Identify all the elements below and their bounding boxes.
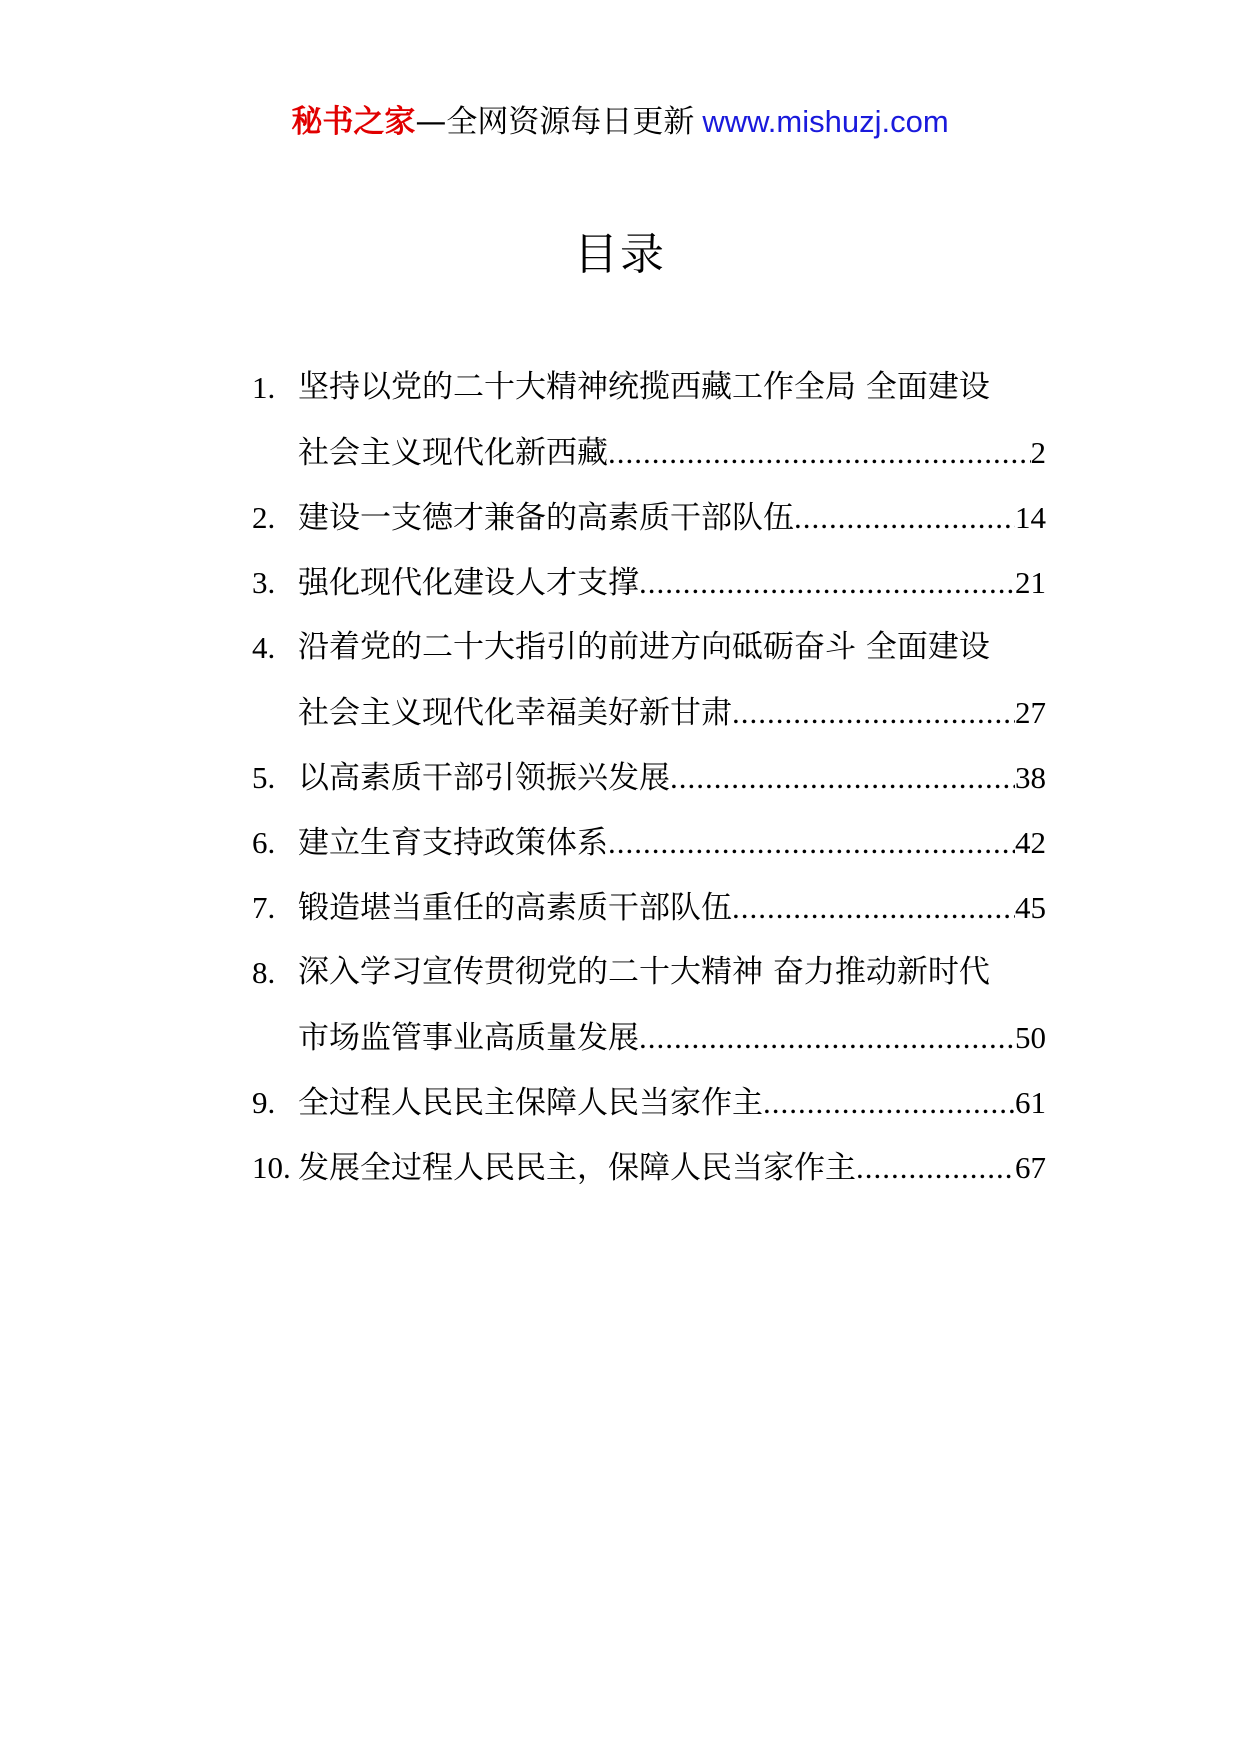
toc-leader-dots [763, 1070, 1015, 1135]
toc-entry-line [252, 1005, 1046, 1070]
toc-page-number: 14 [1015, 500, 1046, 535]
toc-leader-dots [732, 875, 1015, 940]
toc-entry-title: 全过程人民民主保障人民当家作主 [298, 1085, 763, 1121]
toc-entry-title: 锻造堪当重任的高素质干部队伍 [298, 890, 732, 926]
toc-entry-line [252, 1070, 1046, 1135]
toc-entry-number: 3. [252, 565, 276, 600]
toc-entry-line [252, 615, 1046, 680]
toc-entry-title: 社会主义现代化幸福美好新甘肃 [298, 695, 732, 731]
toc-page-number: 45 [1015, 890, 1046, 925]
toc-entry-title: 坚持以党的二十大精神统揽西藏工作全局 全面建设 [298, 369, 990, 405]
toc-entry-number: 2. [252, 500, 276, 535]
toc-entry-title: 市场监管事业高质量发展 [298, 1020, 639, 1056]
toc-entry-number: 8. [252, 955, 276, 990]
header-slogan: —全网资源每日更新 [415, 104, 695, 140]
toc-entry-number: 6. [252, 825, 276, 860]
toc-page-number: 50 [1015, 1020, 1046, 1055]
toc-entry-number: 7. [252, 890, 276, 925]
toc-entry-number: 1. [252, 370, 276, 405]
toc-entry-line [252, 420, 1046, 485]
toc-entry[interactable] [252, 1135, 1046, 1200]
toc-page-number: 38 [1015, 760, 1046, 795]
toc-entry-title: 建立生育支持政策体系 [298, 825, 608, 861]
toc-page-number: 2 [1030, 435, 1046, 470]
toc-entry-title: 发展全过程人民民主，保障人民当家作主 [298, 1150, 856, 1186]
toc-page-number: 67 [1015, 1150, 1046, 1185]
toc-entry-number: 4. [252, 630, 276, 665]
toc-entry-line [252, 550, 1046, 615]
toc-entry-line [252, 810, 1046, 875]
toc-entry-title: 强化现代化建设人才支撑 [298, 565, 639, 601]
toc-leader-dots [794, 485, 1015, 550]
toc-page-number: 21 [1015, 565, 1046, 600]
toc-entry-line [252, 485, 1046, 550]
toc-entry-line [252, 745, 1046, 810]
toc-leader-dots [639, 550, 1015, 615]
toc-entry-number: 9. [252, 1085, 276, 1120]
brand-name: 秘书之家 [291, 104, 416, 140]
toc-page-number: 42 [1015, 825, 1046, 860]
toc-entry[interactable] [252, 810, 1046, 875]
toc-entry[interactable] [252, 1070, 1046, 1135]
page-title: 目录 [574, 229, 666, 280]
toc-entry[interactable] [252, 615, 1046, 745]
toc-entry-line [252, 875, 1046, 940]
toc-entry-number: 10. [252, 1150, 291, 1185]
site-header [0, 100, 1240, 144]
toc-page-number: 27 [1015, 695, 1046, 730]
toc-leader-dots [639, 1005, 1015, 1070]
toc-entry-line [252, 355, 1046, 420]
toc-leader-dots [732, 680, 1015, 745]
toc-leader-dots [856, 1135, 1015, 1200]
toc-entry-line [252, 680, 1046, 745]
toc-entry[interactable] [252, 550, 1046, 615]
toc-entry-title: 沿着党的二十大指引的前进方向砥砺奋斗 全面建设 [298, 629, 990, 665]
toc-leader-dots [608, 420, 1031, 485]
toc-entry[interactable] [252, 875, 1046, 940]
toc-entry-title: 以高素质干部引领振兴发展 [298, 760, 670, 796]
toc-leader-dots [608, 810, 1015, 875]
toc-entry-line [252, 940, 1046, 1005]
site-url-link[interactable]: www.mishuzj.com [702, 104, 949, 139]
toc-entry-title: 建设一支德才兼备的高素质干部队伍 [298, 500, 794, 536]
toc-leader-dots [670, 745, 1015, 810]
toc-entry-number: 5. [252, 760, 276, 795]
table-of-contents [252, 355, 1046, 1200]
toc-entry[interactable] [252, 745, 1046, 810]
toc-entry[interactable] [252, 485, 1046, 550]
toc-entry-title: 社会主义现代化新西藏 [298, 435, 608, 471]
toc-page-number: 61 [1015, 1085, 1046, 1120]
toc-entry[interactable] [252, 940, 1046, 1070]
toc-entry-line [252, 1135, 1046, 1200]
toc-entry[interactable] [252, 355, 1046, 485]
toc-entry-title: 深入学习宣传贯彻党的二十大精神 奋力推动新时代 [298, 954, 990, 990]
